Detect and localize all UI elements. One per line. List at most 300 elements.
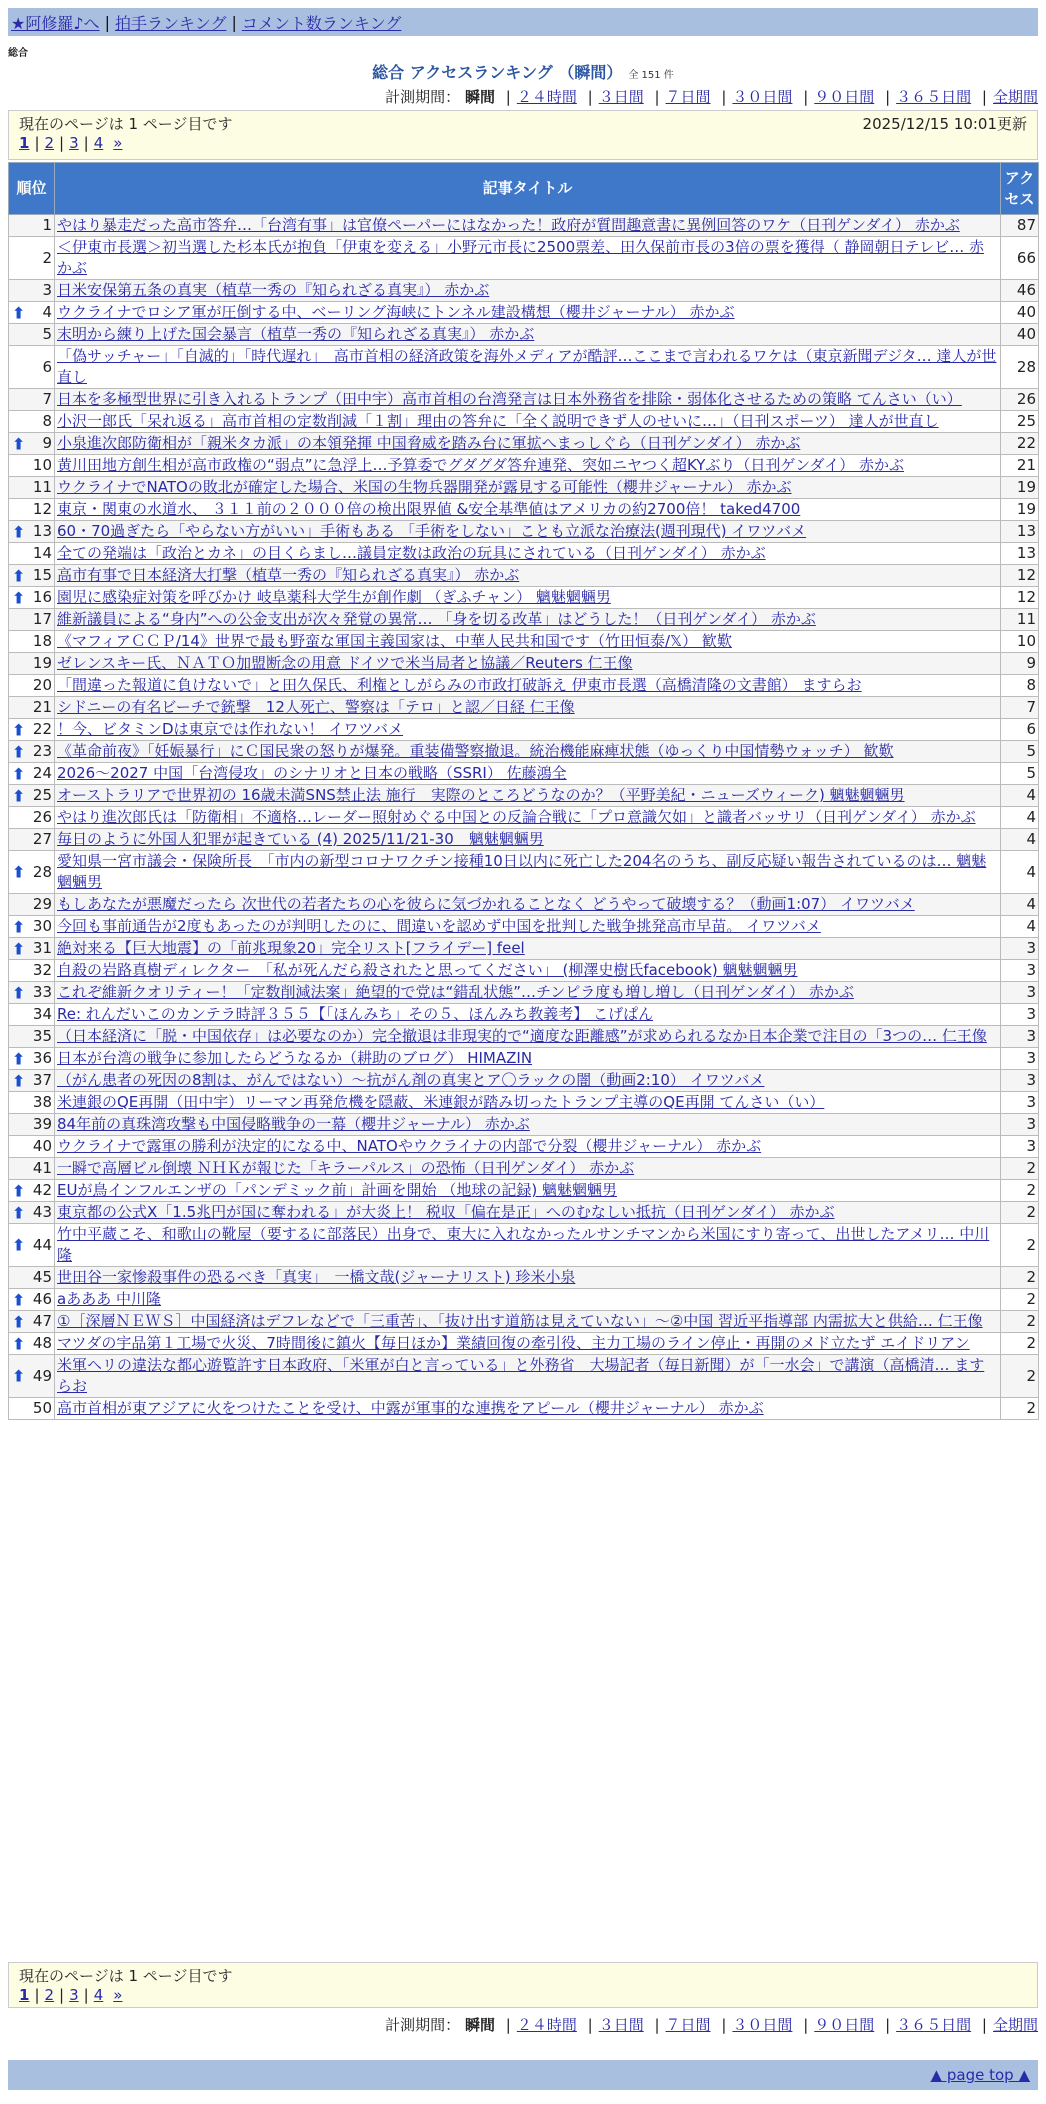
article-title-link[interactable]: 「偽サッチャー」「自滅的」「時代遅れ」 高市首相の経済政策を海外メディアが酷評…ここまで言われるワケは（東京新聞デジタ… 達人が世直し (57, 347, 997, 386)
rank-cell (9, 1092, 55, 1114)
access-count: 3 (1001, 1114, 1039, 1136)
period-current: 瞬間 (464, 88, 495, 106)
table-row (9, 982, 1039, 1004)
rank-cell (9, 631, 55, 653)
title-cell (55, 741, 1001, 763)
page-link-3[interactable]: 3 (69, 1986, 79, 2004)
table-row (9, 894, 1039, 916)
article-title-link[interactable]: 日米安保第五条の真実（植草一秀の『知られざる真実』） 赤かぶ (57, 281, 490, 299)
page-link-4[interactable]: 4 (93, 134, 104, 152)
period-option-all[interactable]: 全期間 (992, 88, 1038, 106)
access-count: 19 (1001, 499, 1039, 521)
rank-cell (9, 587, 55, 609)
access-count: 4 (1001, 807, 1039, 829)
rank-cell (9, 1070, 55, 1092)
rank-cell (9, 763, 55, 785)
access-count: 2 (1001, 1355, 1039, 1398)
rank-cell (9, 829, 55, 851)
access-count: 3 (1001, 1070, 1039, 1092)
period-option-7d[interactable]: ７日間 (665, 2016, 711, 2034)
article-title-link[interactable]: EUが鳥インフルエンザの「パンデミック前」計画を開始 （地球の記録) 魑魅魍魎男 (57, 1181, 617, 1199)
article-title-link[interactable]: 園児に感染症対策を呼びかけ 岐阜薬科大学生が創作劇 （ぎふチャン） 魑魅魍魎男 (57, 588, 611, 606)
access-count: 2 (1001, 1398, 1039, 1420)
comment-ranking-link[interactable]: コメント数ランキング (241, 13, 402, 33)
page-next-link[interactable]: » (113, 1986, 123, 2004)
rank-number: 9 (42, 434, 52, 452)
rank-up-arrow-icon: ⬆ (12, 917, 26, 936)
rank-cell (9, 215, 55, 237)
rank-cell (9, 1311, 55, 1333)
table-row (9, 1004, 1039, 1026)
rank-number: 50 (32, 1399, 52, 1417)
table-row (9, 785, 1039, 807)
period-option-365d[interactable]: ３６５日間 (896, 2016, 972, 2034)
table-header-row (9, 163, 1039, 215)
period-option-30d[interactable]: ３０日間 (732, 2016, 793, 2034)
rank-up-arrow-icon: ⬆ (12, 1071, 26, 1090)
table-row (9, 653, 1039, 675)
rank-cell (9, 1224, 55, 1267)
period-option-365d[interactable]: ３６５日間 (896, 88, 972, 106)
access-count: 40 (1001, 324, 1039, 346)
page-top-link[interactable]: ▲ page top ▲ (930, 2066, 1030, 2084)
rank-number: 13 (32, 522, 52, 540)
pager-separator: | (59, 134, 65, 152)
period-separator: | (587, 88, 593, 106)
rank-cell (9, 1333, 55, 1355)
rank-number: 43 (32, 1203, 52, 1221)
rank-cell (9, 938, 55, 960)
table-row (9, 631, 1039, 653)
page-link-4[interactable]: 4 (93, 1986, 104, 2004)
rank-up-arrow-icon: ⬆ (12, 566, 26, 585)
access-count: 7 (1001, 697, 1039, 719)
title-cell (55, 1355, 1001, 1398)
title-cell (55, 433, 1001, 455)
article-title-link[interactable]: 米軍ヘリの違法な都心遊覧許す日本政府、「米軍が白と言っている」と外務省 大場記者（毎日新聞）が「一水会」で講演（高橋清… ますらお (57, 1356, 985, 1395)
access-count: 26 (1001, 389, 1039, 411)
article-title-link[interactable]: 愛知県一宮市議会・保険所長 「市内の新型コロナワクチン接種10日以内に死亡した204名のうち、副反応疑い報告されているのは… 魑魅魍魎男 (57, 852, 987, 891)
title-cell (55, 1048, 1001, 1070)
table-row (9, 1092, 1039, 1114)
rank-number: 35 (32, 1027, 52, 1045)
access-count: 46 (1001, 280, 1039, 302)
period-separator: | (981, 88, 987, 106)
table-row (9, 1333, 1039, 1355)
article-title-link[interactable]: やはり暴走だった高市答弁…「台湾有事」は官僚ペーパーにはなかった！政府が質問趣意書に異例回答のワケ（日刊ゲンダイ） 赤かぶ (57, 216, 960, 234)
applause-ranking-link[interactable]: 拍手ランキング (114, 13, 227, 33)
rank-cell (9, 1158, 55, 1180)
rank-up-arrow-icon: ⬆ (12, 434, 26, 453)
article-title-link[interactable]: 毎日のように外国人犯罪が起きている (4) 2025/11/21-30 魑魅魍魎男 (57, 830, 544, 848)
ranking-table (8, 162, 1039, 1420)
article-title-link[interactable]: ①［深層ＮＥＷＳ］中国経済はデフレなどで「三重苦」、「抜け出す道筋は見えていない」～②中国 習近平指導部 内需拡大と供給… 仁王像 (57, 1312, 983, 1330)
page-link-3[interactable]: 3 (69, 134, 79, 152)
table-row (9, 389, 1039, 411)
title-cell (55, 1202, 1001, 1224)
table-row (9, 1355, 1039, 1398)
page-link-2[interactable]: 2 (44, 1986, 55, 2004)
access-count: 13 (1001, 521, 1039, 543)
table-row (9, 324, 1039, 346)
article-title-link[interactable]: 末明から練り上げた国会暴言（植草一秀の『知られざる真実』） 赤かぶ (57, 325, 535, 343)
access-count: 2 (1001, 1224, 1039, 1267)
rank-cell (9, 1114, 55, 1136)
rank-cell (9, 346, 55, 389)
article-title-link[interactable]: 世田谷一家惨殺事件の恐るべき「真実」 一橋文哉(ジャーナリスト) 珍米小泉 (57, 1268, 576, 1286)
table-row (9, 916, 1039, 938)
rank-number: 27 (32, 830, 52, 848)
title-cell (55, 565, 1001, 587)
rank-up-arrow-icon: ⬆ (12, 862, 26, 882)
rank-up-arrow-icon: ⬆ (12, 588, 26, 607)
title-cell (55, 1311, 1001, 1333)
article-title-link[interactable]: 東京・関東の水道水、 ３１１前の２０００倍の検出限界値 &安全基準値はアメリカの約2700倍！ taked4700 (57, 500, 801, 518)
title-cell (55, 916, 1001, 938)
nav-separator: | (231, 12, 237, 32)
article-title-link[interactable]: 自殺の岩路真樹ディレクター 「私が死んだら殺されたと思ってください」 (柳澤史樹氏facebook) 魑魅魍魎男 (57, 961, 798, 979)
title-cell (55, 894, 1001, 916)
title-cell (55, 1092, 1001, 1114)
article-title-link[interactable]: 今回も事前通告が2度もあったのが判明したのに、間違いを認めず中国を批判した戦争挑発高市早苗。 イワツバメ (57, 917, 821, 935)
access-count: 10 (1001, 631, 1039, 653)
table-row (9, 609, 1039, 631)
access-count: 3 (1001, 938, 1039, 960)
period-label: 計測期間： (385, 88, 461, 106)
rank-up-arrow-icon: ⬆ (12, 1049, 26, 1068)
access-count: 3 (1001, 1048, 1039, 1070)
rank-number: 49 (32, 1366, 52, 1385)
rank-cell (9, 477, 55, 499)
rank-up-arrow-icon: ⬆ (12, 720, 26, 739)
rank-number: 11 (32, 478, 52, 496)
access-count: 2 (1001, 1311, 1039, 1333)
access-count: 11 (1001, 609, 1039, 631)
period-option-3d[interactable]: ３日間 (598, 2016, 644, 2034)
rank-cell (9, 1180, 55, 1202)
rank-cell (9, 609, 55, 631)
rank-cell (9, 1026, 55, 1048)
pager-separator: | (59, 1986, 65, 2004)
rank-up-arrow-icon: ⬆ (12, 522, 26, 541)
table-row (9, 280, 1039, 302)
article-title-link[interactable]: 黄川田地方創生相が高市政権の“弱点”に急浮上…予算委でグダグダ答弁連発、突如ニヤつく超KYぶり（日刊ゲンダイ） 赤かぶ (57, 456, 904, 474)
article-title-link[interactable]: 《マフィアＣＣＰ/14》世界で最も野蛮な軍国主義国家は、中華人民共和国です（竹田恒泰/𝕏） 歓歎 (57, 632, 732, 650)
article-title-link[interactable]: ウクライナでNATOの敗北が確定した場合、米国の生物兵器開発が露見する可能性（櫻井ジャーナル） 赤かぶ (57, 478, 792, 496)
rank-number: 3 (42, 281, 52, 299)
access-count: 3 (1001, 1004, 1039, 1026)
table-row (9, 1311, 1039, 1333)
rank-cell (9, 1267, 55, 1289)
table-row (9, 215, 1039, 237)
title-cell (55, 1224, 1001, 1267)
rank-number: 44 (32, 1235, 52, 1254)
article-title-link[interactable]: 高市有事で日本経済大打撃（植草一秀の『知られざる真実』） 赤かぶ (57, 566, 520, 584)
title-cell (55, 237, 1001, 280)
title-cell (55, 1136, 1001, 1158)
access-count: 3 (1001, 960, 1039, 982)
article-title-link[interactable]: 《革命前夜》「妊娠暴行」にＣ国民衆の怒りが爆発。重装備警察撤退。統治機能麻痺状態（ゆっくり中国情勢ウォッチ） 歓歎 (57, 742, 894, 760)
article-title-link[interactable]: Re: れんだいこのカンテラ時評３５５【「ほんみち」その５、ほんみち教義考】 こげぱん (57, 1005, 654, 1023)
period-option-all[interactable]: 全期間 (992, 2016, 1038, 2034)
rank-number: 34 (32, 1005, 52, 1023)
rank-number: 17 (32, 610, 52, 628)
access-count: 5 (1001, 741, 1039, 763)
title-cell (55, 587, 1001, 609)
title-cell (55, 982, 1001, 1004)
table-row (9, 741, 1039, 763)
title-cell (55, 1398, 1001, 1420)
access-count: 5 (1001, 763, 1039, 785)
rank-cell (9, 1048, 55, 1070)
article-title-link[interactable]: やはり進次郎氏は「防衛相」不適格…レーダー照射めぐる中国との反論合戦に「プロ意識欠如」と識者バッサリ（日刊ゲンダイ） 赤かぶ (57, 808, 976, 826)
article-title-link[interactable]: 小泉進次郎防衛相が「親米タカ派」の本領発揮 中国脅威を踏み台に軍拡へまっしぐら（日刊ゲンダイ） 赤かぶ (57, 434, 801, 452)
rank-up-arrow-icon: ⬆ (12, 939, 26, 958)
article-title-link[interactable]: ウクライナで露軍の勝利が決定的になる中、NATOやウクライナの内部で分裂（櫻井ジャーナル） 赤かぶ (57, 1137, 762, 1155)
rank-number: 46 (32, 1290, 52, 1308)
table-row (9, 1398, 1039, 1420)
access-count: 2 (1001, 1180, 1039, 1202)
article-title-link[interactable]: これぞ維新クオリティー！「定数削減法案」絶望的で党は“錯乱状態”…チンピラ度も増し増し（日刊ゲンダイ） 赤かぶ (57, 983, 854, 1001)
article-title-link[interactable]: ゼレンスキー氏、ＮＡＴＯ加盟断念の用意 ドイツで米当局者と協議／Reuters 仁王像 (57, 654, 633, 672)
article-title-link[interactable]: 日本が台湾の戦争に参加したらどうなるか（耕助のブログ） HIMAZIN (57, 1049, 533, 1067)
article-title-link[interactable]: 「間違った報道に負けないで」と田久保氏、利権としがらみの市政打破訴え 伊東市長選（高橋清隆の文書館） ますらお (57, 676, 862, 694)
title-cell (55, 1289, 1001, 1311)
title-cell (55, 851, 1001, 894)
table-row (9, 499, 1039, 521)
article-title-link[interactable]: （がん患者の死因の8割は、がんではない）～抗がん剤の真実とア〇ラックの闇（動画2:10） イワツバメ (57, 1071, 765, 1089)
access-count: 87 (1001, 215, 1039, 237)
rank-number: 32 (32, 961, 52, 979)
period-separator: | (721, 2016, 727, 2034)
access-count: 40 (1001, 302, 1039, 324)
title-cell (55, 521, 1001, 543)
period-option-90d[interactable]: ９０日間 (814, 2016, 875, 2034)
rank-number: 30 (32, 917, 52, 935)
article-title-link[interactable]: 84年前の真珠湾攻撃も中国侵略戦争の一幕（櫻井ジャーナル） 赤かぶ (57, 1115, 530, 1133)
pager-separator: | (83, 1986, 89, 2004)
article-title-link[interactable]: 米連銀のQE再開（田中宇）リーマン再発危機を隠蔽、米連銀が踏み切ったトランプ主導のQE再開 てんさい（い） (57, 1093, 825, 1111)
access-count: 28 (1001, 346, 1039, 389)
table-row (9, 675, 1039, 697)
pager-separator: | (83, 134, 89, 152)
article-title-link[interactable]: 竹中平蔵こそ、和歌山の靴屋（要するに部落民）出身で、東大に入れなかったルサンチマンから米国にすり寄って、出世したアメリ… 中川隆 (57, 1225, 990, 1264)
access-count: 12 (1001, 565, 1039, 587)
table-row (9, 587, 1039, 609)
article-title-link[interactable]: aあああ 中川隆 (57, 1290, 161, 1308)
title-cell (55, 829, 1001, 851)
title-cell (55, 389, 1001, 411)
rank-number: 14 (32, 544, 52, 562)
table-row (9, 763, 1039, 785)
rank-number: 19 (32, 654, 52, 672)
rank-number: 7 (42, 390, 52, 408)
article-title-link[interactable]: （日本経済に「脱・中国依存」は必要なのか）完全撤退は非現実的で“適度な距離感”が求められるなか日本企業で注目の「3つの… 仁王像 (57, 1027, 987, 1045)
article-title-link[interactable]: 維新議員による“身内”への公金支出が次々発覚の異常… 「身を切る改革」はどうした！（日刊ゲンダイ） 赤かぶ (57, 610, 816, 628)
rank-number: 39 (32, 1115, 52, 1133)
table-row (9, 1114, 1039, 1136)
access-count: 4 (1001, 894, 1039, 916)
article-title-link[interactable]: ！今、ビタミンDは東京では作れない！ イワツバメ (57, 720, 404, 738)
period-option-90d[interactable]: ９０日間 (814, 88, 875, 106)
rank-cell (9, 280, 55, 302)
table-row (9, 1267, 1039, 1289)
rank-up-arrow-icon: ⬆ (12, 1203, 26, 1222)
title-cell (55, 960, 1001, 982)
table-row (9, 1136, 1039, 1158)
article-title-link[interactable]: 小沢一郎氏「呆れ返る」高市首相の定数削減「１割」理由の答弁に「全く説明できず人のせいに…」（日刊スポーツ） 達人が世直し (57, 412, 939, 430)
rank-up-arrow-icon: ⬆ (12, 1181, 26, 1200)
article-title-link[interactable]: もしあなたが悪魔だったら 次世代の若者たちの心を彼らに気づかれることなく どうやって破壊する？（動画1:07） イワツバメ (57, 895, 915, 913)
article-title-link[interactable]: 2026～2027 中国「台湾侵攻」のシナリオと日本の戦略（SSRI） 佐藤鴻全 (57, 764, 567, 782)
rank-number: 10 (32, 456, 52, 474)
rank-number: 20 (32, 676, 52, 694)
access-count: 2 (1001, 1158, 1039, 1180)
rank-cell (9, 302, 55, 324)
title-cell (55, 675, 1001, 697)
article-title-link[interactable]: 60・70過ぎたら「やらない方がいい」手術もある 「手術をしない」ことも立派な治療法(週刊現代) イワツバメ (57, 522, 807, 540)
article-title-link[interactable]: オーストラリアで世界初の 16歳未満SNS禁止法 施行 実際のところどうなのか？（平野美紀・ニューズウィーク) 魑魅魍魎男 (57, 786, 905, 804)
access-count: 2 (1001, 1202, 1039, 1224)
rank-up-arrow-icon: ⬆ (12, 786, 26, 805)
table-row (9, 565, 1039, 587)
rank-up-arrow-icon: ⬆ (12, 764, 26, 783)
title-cell (55, 280, 1001, 302)
title-cell (55, 1267, 1001, 1289)
period-option-24h[interactable]: ２４時間 (516, 88, 577, 106)
table-row (9, 543, 1039, 565)
pager-separator: | (34, 1986, 40, 2004)
period-label: 計測期間： (385, 2016, 461, 2034)
rank-number: 12 (32, 500, 52, 518)
article-title-link[interactable]: 高市首相が東アジアに火をつけたことを受け、中露が軍事的な連携をアピール（櫻井ジャーナル） 赤かぶ (57, 1399, 764, 1417)
period-option-3d[interactable]: ３日間 (598, 88, 644, 106)
title-column-header: 記事タイトル (55, 163, 1001, 215)
period-separator: | (981, 2016, 987, 2034)
table-row (9, 346, 1039, 389)
table-row (9, 960, 1039, 982)
table-row (9, 1180, 1039, 1202)
period-separator: | (721, 88, 727, 106)
table-row (9, 1048, 1039, 1070)
rank-cell (9, 1398, 55, 1420)
rank-cell (9, 411, 55, 433)
article-title-link[interactable]: ウクライナでロシア軍が圧倒する中、ベーリング海峡にトンネル建設構想（櫻井ジャーナル） 赤かぶ (57, 303, 735, 321)
period-separator: | (885, 2016, 891, 2034)
access-count: 9 (1001, 653, 1039, 675)
table-row (9, 302, 1039, 324)
title-cell (55, 807, 1001, 829)
period-separator: | (885, 88, 891, 106)
access-count: 3 (1001, 982, 1039, 1004)
pagination-bottom (19, 1985, 1027, 2005)
article-title-link[interactable]: シドニーの有名ビーチで銃撃 12人死亡、警察は「テロ」と認／日経 仁王像 (57, 698, 575, 716)
title-cell (55, 499, 1001, 521)
rank-number: 21 (32, 698, 52, 716)
article-title-link[interactable]: 一瞬で高層ビル倒壊 ＮＨＫが報じた「キラーパルス」の恐怖（日刊ゲンダイ） 赤かぶ (57, 1159, 635, 1177)
rank-cell (9, 455, 55, 477)
rank-number: 4 (42, 303, 52, 321)
access-count: 2 (1001, 1333, 1039, 1355)
rank-cell (9, 1136, 55, 1158)
access-count: 3 (1001, 1092, 1039, 1114)
period-option-30d[interactable]: ３０日間 (732, 88, 793, 106)
ranking-header (0, 60, 1046, 83)
table-row (9, 1026, 1039, 1048)
rank-number: 29 (32, 895, 52, 913)
title-cell (55, 324, 1001, 346)
rank-number: 5 (42, 325, 52, 343)
access-count: 8 (1001, 675, 1039, 697)
rank-number: 42 (32, 1181, 52, 1199)
page-link-1[interactable]: 1 (19, 1986, 30, 2004)
page-next-link[interactable]: » (113, 134, 123, 152)
title-cell (55, 1004, 1001, 1026)
table-row (9, 829, 1039, 851)
rank-cell (9, 982, 55, 1004)
rank-cell (9, 719, 55, 741)
access-count: 3 (1001, 1026, 1039, 1048)
article-title-link[interactable]: 日本を多極型世界に引き入れるトランプ（田中宇）高市首相の台湾発言は日本外務省を排除・弱体化させるための策略 てんさい（い） (57, 390, 962, 408)
rank-number: 26 (32, 808, 52, 826)
title-cell (55, 1026, 1001, 1048)
rank-up-arrow-icon: ⬆ (12, 1235, 26, 1255)
period-option-7d[interactable]: ７日間 (665, 88, 711, 106)
table-row (9, 851, 1039, 894)
rank-cell (9, 237, 55, 280)
rank-number: 41 (32, 1159, 52, 1177)
article-title-link[interactable]: 絶対来る【巨大地震】の「前兆現象20」完全リスト[フライデー] feel (57, 939, 525, 957)
access-count: 21 (1001, 455, 1039, 477)
home-link[interactable]: ★阿修羅♪へ (11, 13, 100, 33)
access-count: 6 (1001, 719, 1039, 741)
page-info-top (8, 110, 1038, 160)
rank-cell (9, 894, 55, 916)
footer-bar (8, 2060, 1038, 2090)
page-info-text: 現在のページは 1 ページ目です (19, 114, 233, 133)
access-count: 2 (1001, 1267, 1039, 1289)
rank-number: 47 (32, 1312, 52, 1330)
rank-number: 37 (32, 1071, 52, 1089)
page-link-2[interactable]: 2 (44, 134, 55, 152)
ranking-title: 総合 アクセスランキング （瞬間） (372, 63, 623, 82)
table-row (9, 1158, 1039, 1180)
title-cell (55, 1070, 1001, 1092)
article-title-link[interactable]: ＜伊東市長選＞初当選した杉本氏が抱負「伊東を変える」小野元市長に2500票差、田久保前市長の3倍の票を獲得（ 静岡朝日テレビ… 赤かぶ (57, 238, 984, 277)
access-count: 13 (1001, 543, 1039, 565)
title-cell (55, 719, 1001, 741)
period-option-24h[interactable]: ２４時間 (516, 2016, 577, 2034)
ranking-table-body (9, 215, 1039, 1420)
period-separator: | (587, 2016, 593, 2034)
article-title-link[interactable]: マツダの宇品第１工場で火災、7時間後に鎮火【毎日ほか】業績回復の牽引役、主力工場のライン停止・再開のメド立たず エイドリアン (57, 1334, 970, 1352)
period-separator: | (654, 2016, 660, 2034)
rank-up-arrow-icon: ⬆ (12, 1366, 26, 1386)
table-row (9, 477, 1039, 499)
period-selector-bottom (385, 2014, 1038, 2035)
article-title-link[interactable]: 全ての発端は「政治とカネ」の目くらまし…議員定数は政治の玩具にされている（日刊ゲンダイ） 赤かぶ (57, 544, 766, 562)
rank-up-arrow-icon: ⬆ (12, 1334, 26, 1353)
article-title-link[interactable]: 東京都の公式X「1.5兆円が国に奪われる」が大炎上！ 税収「偏在是正」へのむなしい抵抗（日刊ゲンダイ） 赤かぶ (57, 1203, 835, 1221)
table-row (9, 697, 1039, 719)
table-row (9, 1202, 1039, 1224)
title-cell (55, 697, 1001, 719)
rank-cell (9, 521, 55, 543)
rank-number: 25 (32, 786, 52, 804)
page-link-1[interactable]: 1 (19, 134, 30, 152)
top-nav-bar (8, 8, 1038, 36)
page-info-bottom (8, 1962, 1038, 2008)
